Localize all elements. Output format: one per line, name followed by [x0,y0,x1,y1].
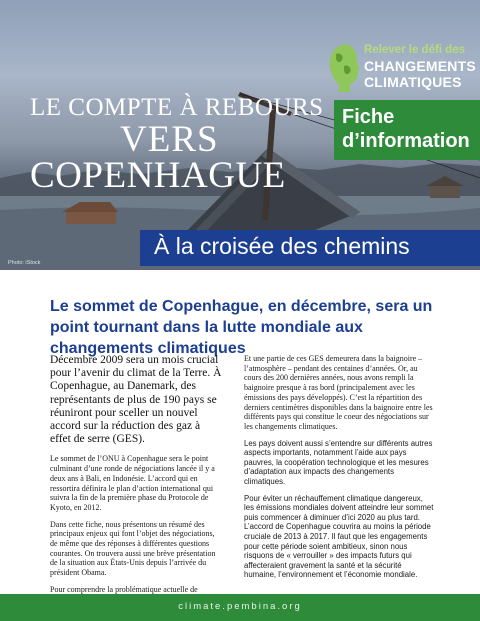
left-paragraph-1: Le sommet de l’ONU à Copenhague sera le point culminant d’une ronde de négociations lancée il y a deux ans à Bali, en Indonésie. L’accord qui en ressortira définira le plan d’action international qui suivra la fin de la première phase du Protocole de Kyoto, en 2012. [50,454,215,512]
left-column [50,354,222,621]
right-paragraph-3: Pour éviter un réchauffement climatique dangereux, les émissions mondiales doivent atteindre leur sommet puis commencer à diminuer d’ici 2020 au plus tard. L’accord de Copenhague couvrira au moins la période cruciale de 2013 à 2017. Il faut que les engagements pour cette période soient ambitieux, sinon nous risquons de « verrouiller » des impacts futurs qui affecteraient gravement la santé et la sécurité humaine, l’environnement et l’économie mondiale. [244,493,434,580]
challenge-logo [326,42,474,100]
photo-credit: Photo: iStock [8,260,41,266]
left-paragraph-3: Pour comprendre la problématique actuelle de [50,584,198,594]
lead-paragraph: Décembre 2009 sera un mois crucial pour l’avenir du climat de la Terre. À Copenhague, au Danemark, des représentants de plus de 190 pays se réuniront pour sceller un nouvel accord sur la réduction des gaz à effet de serre (GES). [50,354,222,446]
logo-word-1: CHANGEMENTS [364,58,476,74]
banner-text: À la croisée des chemins [154,233,410,259]
earth-profile-icon [326,42,360,94]
right-paragraph-2: Les pays doivent aussi s’entendre sur différents autres aspects importants, notamment l’aide aux pays pauvres, la coopération technologique et les mesures d’adaptation aux impacts des changements climatiques. [244,438,433,486]
left-paragraph-2: Dans cette fiche, nous présentons un résumé des principaux enjeux qui font l’objet des négociations, de même que des réponses à différentes questions courantes. On trouvera aussi une brève présentation de la situation aux États-Unis depuis l’arrivée du président Obama. [50,519,216,578]
title-line-3: COPENHAGUE [30,155,286,196]
fact-sheet-label [334,100,480,160]
hero-photo [0,0,480,270]
fact-sheet-line-1: Fiche [342,106,395,128]
footer-url[interactable]: climate.pembina.org [178,601,302,612]
title-line-2: VERS [120,119,219,160]
footer-bar [0,594,480,621]
title-line-1: LE COMPTE À REBOURS [30,94,324,121]
fact-sheet-line-2: d’information [342,130,470,152]
subtitle: Le sommet de Copenhague, en décembre, sera un point tournant dans la lutte mondiale aux changements climatiques [50,298,433,357]
section-banner [140,230,480,266]
logo-tagline: Relever le défi des [364,44,465,56]
logo-word-2: CLIMATIQUES [364,74,462,90]
right-paragraph-1: Et une partie de ces GES demeurera dans la baignoire – l’atmosphère – pendant des centaines d’années. Or, au cours des 200 dernières années, nous avons rempli la baignoire presque à ras bord (principalement avec les émissions des pays développés). C’est la répartition des derniers centimètres disponibles dans la baignoire entre les différents pays qui constitue le coeur des négociations sur les changements climatiques. [244,354,433,431]
right-column [244,354,434,587]
